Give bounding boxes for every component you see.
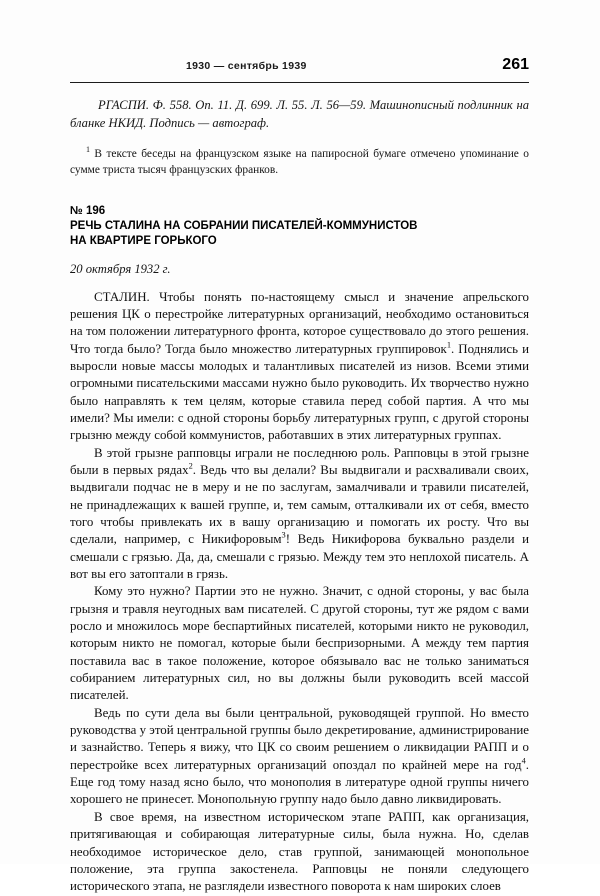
page-content — [70, 56, 529, 896]
paragraph-1-text-a: СТАЛИН. Чтобы понять по-настоящему смысл и значение апрельского решения ЦК о перестройке литературных организаций, необходимо остановиться на том положении литературного фронта, которое существовало до этого решения. Что тогда было? Тогда было множество литературных группировок — [70, 289, 529, 356]
archive-reference: РГАСПИ. Ф. 558. Оп. 11. Д. 699. Л. 55. Л. 56—59. Машинописный подлинник на бланке НКИД. Подпись — автограф. — [70, 98, 529, 130]
document-number: № 196 — [70, 204, 106, 217]
paragraph-1 — [70, 289, 529, 445]
paragraph-4 — [70, 705, 529, 809]
paragraph-2-text-b: . Ведь что вы делали? Вы выдвигали и расхваливали своих, выдвигали подчас не в меру и не по заслугам, замалчивали и травили писателей, не принадлежащих к вашей группе, и, тем самым, отталкивали их от себя, вместо того чтобы привлекать их в вашу организацию и помогать их росту. Что вы сделали, например, с Никифоровым — [70, 462, 529, 547]
paragraph-2-text-c: ! Ведь Никифорова буквально раздели и смешали с грязью. Да, да, смешали с грязью. Между тем это неплохой писатель. А вот вы его затоптали в грязь. — [70, 532, 530, 581]
footnote-1 — [70, 144, 529, 179]
note-ref-1: 1 — [446, 340, 451, 350]
footnote-marker: 1 — [86, 144, 90, 154]
paragraph-5: В свое время, на известном историческом этапе РАПП, как организация, притягивающая и собирающая литературные силы, была нужна. Но, сделав необходимое историческое дело, став группой, занимающей монопольное положение, эта группа закостенела. Рапповцы не поняли следующего исторического этапа, не разглядели известного поворота к нам широких слоев — [70, 809, 529, 894]
paragraph-4-text-a: Ведь по сути дела вы были центральной, руководящей группой. Но вместо руководства у этой центральной группы было декретирование, администрирование и зазнайство. Теперь я вижу, что ЦК со своим решением о ликвидации РАПП и о перестройке всех литературных организаций опоздал по крайней мере на год — [70, 705, 529, 772]
document-title-line-2: НА КВАРТИРЕ ГОРЬКОГО — [70, 235, 217, 248]
paragraph-2 — [70, 445, 529, 584]
page-number: 261 — [502, 56, 529, 73]
note-ref-4: 4 — [521, 756, 526, 766]
header-rule — [70, 82, 529, 83]
paragraph-3: Кому это нужно? Партии это не нужно. Значит, с одной стороны, у вас была грызня и травля неугодных вам писателей. С другой стороны, тут же рядом с вами росло и множилось море беспартийных писателей, которыми никто не руководил, которым никто не помогал, которые были беспризорными. А между тем партия поставила вас в такое положение, которое обязывало вас не только заниматься собиранием литературных сил, но вы должны были руководить всей массой писателей. — [70, 584, 529, 703]
document-title — [70, 219, 470, 250]
running-head-title: 1930 — сентябрь 1939 — [186, 60, 307, 72]
note-ref-3: 3 — [281, 531, 286, 541]
paragraph-1-text-b: . Поднялись и выросли новые массы молодых и талантливых писателей из низов. Всеми этими огромными писательскими массами нужно было руководить. Их творчество нужно было направлять к тем целям, которые ставила перед собой партия. А что мы имели? Мы имели: с одной стороны борьбу литературных групп, с другой стороны грызню между собой коммунистов, работавших в этих литературных группах. — [70, 341, 529, 443]
paragraph-4-text-b: . Еще год тому назад ясно было, что монополия в литературе одной группы ничего хорошего не принесет. Монопольную группу надо было давно ликвидировать. — [70, 757, 529, 807]
footnote-text: В тексте беседы на французском языке на папиросной бумаге отмечено упоминание о сумме триста тысяч французских франков. — [70, 147, 529, 176]
document-body — [70, 289, 529, 896]
running-head — [70, 56, 529, 82]
document-title-line-1: РЕЧЬ СТАЛИНА НА СОБРАНИИ ПИСАТЕЛЕЙ-КОММУНИСТОВ — [70, 219, 418, 232]
paragraph-2-text-a: В этой грызне рапповцы играли не последнюю роль. Рапповцы в этой грызне были в первых рядах — [70, 445, 529, 477]
document-date: 20 октября 1932 г. — [70, 261, 171, 276]
note-ref-2: 2 — [188, 461, 193, 471]
